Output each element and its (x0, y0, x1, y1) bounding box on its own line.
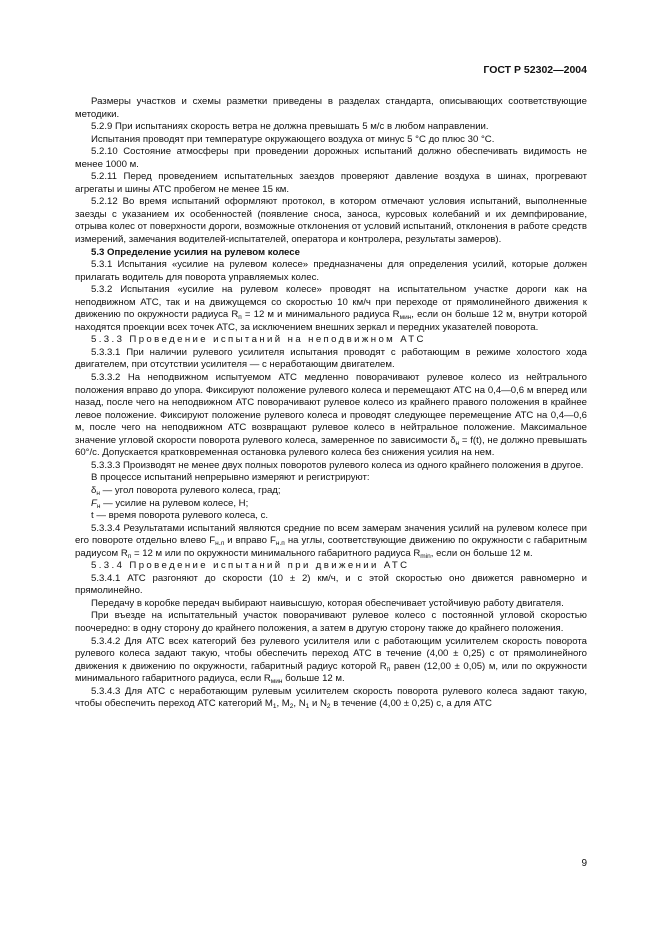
paragraph (75, 523, 587, 561)
text-run: — усилие на рулевом колесе, Н; (100, 497, 249, 509)
text-run: , M (276, 698, 290, 710)
text-run: , если он больше 12 м. (430, 547, 533, 559)
subscript: н (455, 439, 460, 447)
text-run: равен (12,00 ± 0,05) м, или по окружности минимального габаритного радиуса, если R (75, 660, 587, 685)
subscript: 2 (326, 703, 331, 711)
paragraph: 5.3.3.1 При наличии рулевого усилителя испытания проводят с работающим в режиме холостого хода двигателем, при отсутствии усилителя — с неработающим двигателем. (75, 346, 587, 371)
paragraph: Размеры участков и схемы разметки приведены в разделах стандарта, описывающих соответствующие методики. (75, 96, 587, 120)
paragraph: 5.3.4.1 АТС разгоняют до скорости (10 ± 2) км/ч, и с этой скоростью оно движется равномерно и прямолинейно. (75, 572, 587, 597)
text-run: 5.3.2 Испытания «усилие на рулевом колесе» проводят на испытательном участке дороги как на неподвижном АТС, так и на движущемся со скоростью 10 км/ч при переходе от прямолинейного движения к движению по окружности радиуса R (75, 284, 587, 321)
symbol: F (91, 497, 97, 509)
paragraph: При въезде на испытательный участок поворачивают рулевое колесо с постоянной угловой скоростью поочередно: в одну сторону до крайнего положения, а затем в другую сторону также до крайнего положения. (75, 610, 587, 634)
list-item (75, 485, 587, 498)
subsection-heading: 5.3.3 Проведение испытаний на неподвижном АТС (91, 334, 426, 346)
text-run: 5.3.3.2 На неподвижном испытуемом АТС медленно поворачивают рулевое колесо из нейтрального положения вправо до упора. Фиксируют положение рулевого колеса и перемещают АТС на 0,4—0,6 м вперед или назад, после чего на неподвижном АТС поворачивают рулевое колесо из крайнего правого положения в крайнее левое положение. Фиксируют положение рулевого колеса и проводят следующее перемещение АТС на 0,4—0,6 м, после чего на неподвижном АТС возвращают рулевое колесо в нейтральное положение. Максимальное значение угловой скорости поворота рулевого колеса, замеренное по зависимости δ (75, 372, 587, 446)
subscript: н.п (275, 540, 285, 548)
page-number: 9 (581, 858, 587, 869)
subscript: п (127, 552, 132, 560)
paragraph: 5.2.12 Во время испытаний оформляют протокол, в котором отмечают условия испытаний, выполненные заезды с указанием их особенностей (появление сноса, заноса, курсовых колебаний и их демпфирование, отрыва колес от поверхности дороги, возможные отклонения от условий испытаний, отклонения в работе средств измерений, замечания водителей-испытателей, оператора и контролера, результаты замеров). (75, 196, 587, 246)
subscript: н.л (215, 540, 225, 548)
subscript: min (420, 552, 431, 560)
paragraph (75, 284, 587, 334)
paragraph: 5.2.11 Перед проведением испытательных заездов проверяют давление воздуха в шинах, прогревают агрегаты и шины АТС пробегом не менее 15 км. (75, 171, 587, 195)
text-run: больше 12 м. (282, 673, 345, 685)
text-run: в течение (4,00 ± 0,25) с, а для АТС (330, 698, 492, 710)
paragraph: 5.3.1 Испытания «усилие на рулевом колесе» предназначены для определения усилий, которые должен прилагать водитель для поворота управляемых колес. (75, 259, 587, 283)
subsection-heading: 5.3.4 Проведение испытаний при движении АТС (91, 560, 410, 572)
subscript: 1 (305, 703, 310, 711)
paragraph: 5.3.3.3 Производят не менее двух полных поворотов рулевого колеса из одного крайнего положения в другое. (91, 459, 584, 471)
paragraph: 5.2.10 Состояние атмосферы при проведении дорожных испытаний должно обеспечивать видимость не менее 1000 м. (75, 146, 587, 170)
text-run: 5.3.4.2 Для АТС всех категорий без рулевого усилителя или с работающим усилителем скорость поворота рулевого колеса задают такую, чтобы обеспечить переход АТС в течение (4,00 ± 0,25) с от прямолинейного движения к движению по окружности, габаритный радиус которой R (75, 635, 587, 672)
list-item (75, 498, 587, 511)
paragraph (75, 636, 587, 686)
text-run: и вправо F (224, 535, 276, 547)
text-run: = 12 м или по окружности минимального габаритного радиуса R (131, 547, 421, 559)
text-run: , если он больше 12 м, внутри которой находятся проекции всех точек АТС, за исключением внешних зеркал и передних указателей поворота. (75, 309, 587, 333)
text-run: , N (293, 698, 306, 710)
subscript: мин (270, 678, 283, 686)
subscript: н (96, 489, 100, 497)
text-run: = 12 м и минимального радиуса R (241, 309, 400, 321)
document-body (75, 96, 587, 711)
subscript: 2 (289, 703, 294, 711)
text-run: — угол поворота рулевого колеса, град; (99, 484, 281, 496)
text-run: на углы, соответствующие движению по окружности с габаритным радиусом R (75, 535, 587, 559)
subscript: 1 (272, 703, 277, 711)
subscript: мин (399, 314, 412, 322)
subscript: п (386, 665, 391, 673)
paragraph (75, 372, 587, 460)
paragraph: 5.2.9 При испытаниях скорость ветра не должна превышать 5 м/с в любом направлении. (91, 121, 489, 133)
subscript: н (96, 502, 101, 510)
paragraph: В процессе испытаний непрерывно измеряют и регистрируют: (91, 472, 370, 484)
section-heading: 5.3 Определение усилия на рулевом колесе (91, 246, 300, 258)
paragraph: Передачу в коробке передач выбирают наивысшую, которая обеспечивает устойчивую работу двигателя. (91, 597, 564, 609)
text-run: 5.3.4.3 Для АТС с неработающим рулевым усилителем скорость поворота рулевого колеса задают такую, чтобы обеспечить переход АТС категорий M (75, 685, 587, 710)
text-run: и N (309, 698, 327, 710)
text-run: 5.3.3.4 Результатами испытаний являются средние по всем замерам значения усилий на рулевом колесе при его повороте отдельно влево F (75, 522, 587, 547)
paragraph (75, 686, 587, 711)
subscript: п (238, 314, 242, 322)
list-item: t — время поворота рулевого колеса, с. (91, 510, 269, 522)
document-header: ГОСТ Р 52302—2004 (483, 64, 587, 76)
text-run: = f(t), не должно превышать 60°/с. Допускается кратковременная остановка рулевого колеса без снижения усилия на нем. (75, 434, 587, 459)
symbol: δ (91, 484, 97, 496)
paragraph: Испытания проводят при температуре окружающего воздуха от минус 5 °С до плюс 30 °С. (91, 133, 495, 145)
